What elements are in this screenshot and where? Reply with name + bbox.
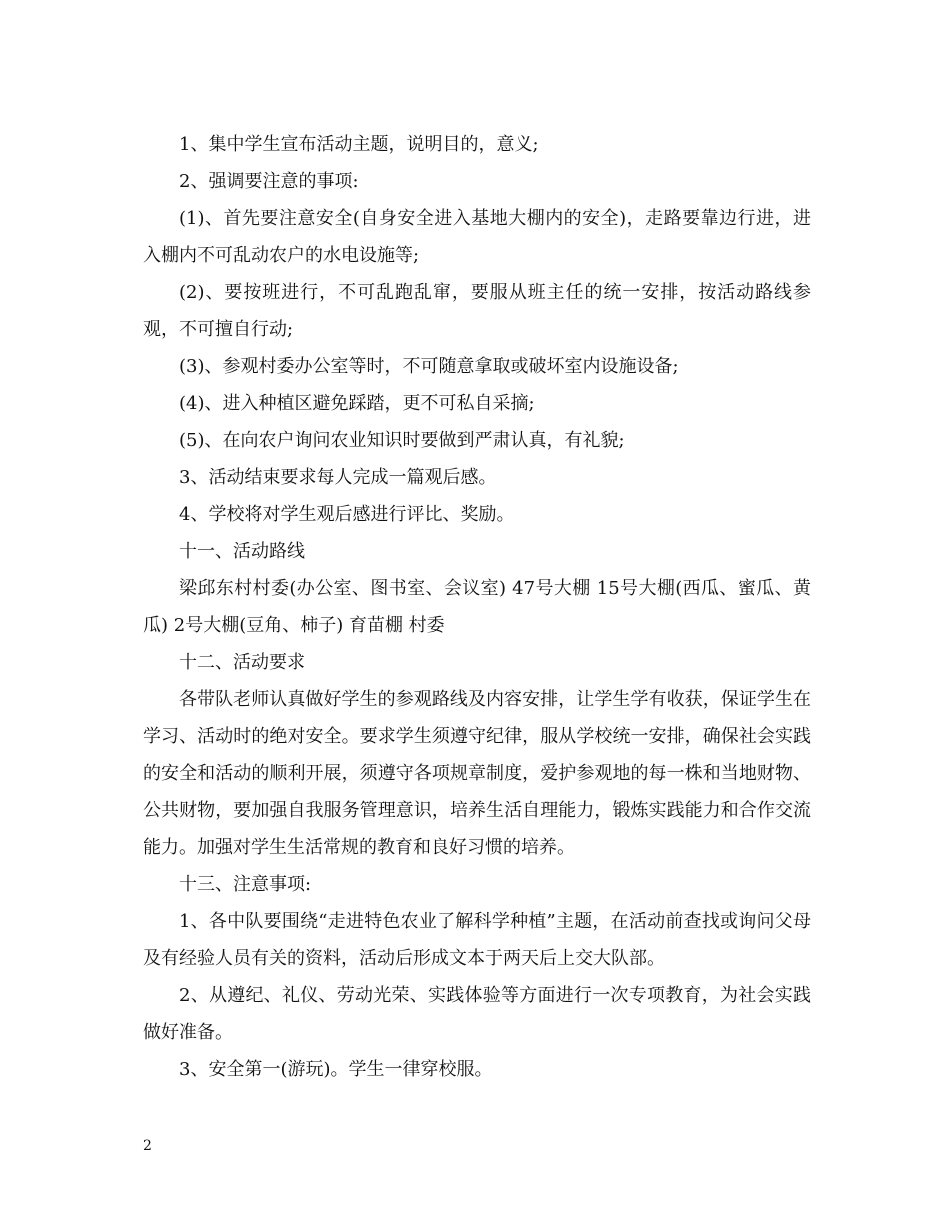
paragraph: 3、安全第一(游玩)。学生一律穿校服。: [179, 1059, 493, 1080]
page-number: 2: [143, 1138, 152, 1154]
paragraph: 2、强调要注意的事项:: [179, 171, 359, 192]
document-body: [143, 126, 811, 1088]
paragraph: 梁邱东村村委(办公室、图书室、会议室) 47号大棚 15号大棚(西瓜、蜜瓜、黄瓜) 2号大棚(豆角、柿子) 育苗棚 村委: [143, 578, 811, 636]
paragraph: 4、学校将对学生观后感进行评比、奖励。: [179, 504, 515, 525]
section-heading: 十二、活动要求: [179, 652, 305, 673]
paragraph: (5)、在向农户询问农业知识时要做到严肃认真，有礼貌;: [179, 430, 625, 451]
paragraph: (1)、首先要注意安全(自身安全进入基地大棚内的安全)，走路要靠边行进，进入棚内不可乱动农户的水电设施等;: [143, 208, 811, 266]
paragraph: 3、活动结束要求每人完成一篇观后感。: [179, 467, 497, 488]
paragraph: (2)、要按班进行，不可乱跑乱窜，要服从班主任的统一安排，按活动路线参观，不可擅自行动;: [143, 282, 811, 340]
paragraph: (3)、参观村委办公室等时，不可随意拿取或破坏室内设施设备;: [179, 356, 679, 377]
paragraph: 1、集中学生宣布活动主题，说明目的，意义;: [179, 134, 539, 155]
section-heading: 十一、活动路线: [179, 541, 305, 562]
paragraph: 2、从遵纪、礼仪、劳动光荣、实践体验等方面进行一次专项教育，为社会实践做好准备。: [143, 985, 811, 1043]
section-heading: 十三、注意事项:: [179, 874, 312, 895]
paragraph: (4)、进入种植区避免踩踏，更不可私自采摘;: [179, 393, 535, 414]
paragraph: 各带队老师认真做好学生的参观路线及内容安排，让学生学有收获，保证学生在学习、活动时的绝对安全。要求学生须遵守纪律，服从学校统一安排，确保社会实践的安全和活动的顺利开展，须遵守各项规章制度，爱护参观地的每一株和当地财物、公共财物，要加强自我服务管理意识，培养生活自理能力，锻炼实践能力和合作交流能力。加强对学生生活常规的教育和良好习惯的培养。: [143, 689, 811, 858]
paragraph: 1、各中队要围绕“走进特色农业了解科学种植”主题，在活动前查找或询问父母及有经验人员有关的资料，活动后形成文本于两天后上交大队部。: [143, 911, 811, 969]
